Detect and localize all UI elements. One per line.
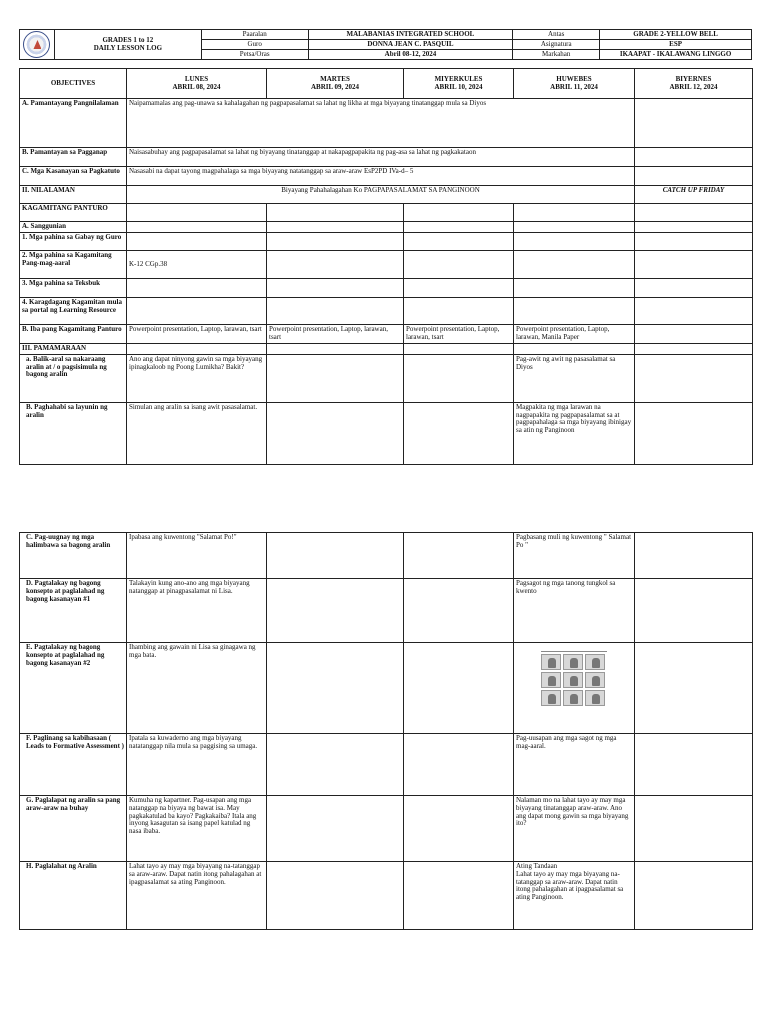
school-logo-cell <box>20 30 55 60</box>
header-value-asignatura: ESP <box>600 40 752 50</box>
cell-empty <box>404 233 514 251</box>
cell-pag-uugnay-miyerkules <box>404 533 514 579</box>
lesson-grid-part-1 <box>19 68 753 465</box>
header-label-paaralan: Paaralan <box>201 30 308 40</box>
header-value-guro: DONNA JEAN C. PASQUIL <box>308 40 513 50</box>
cell-pagtalakay-1-lunes: Talakayin kung ano-ano ang mga biyayang natanggap at pinagpasalamat ni Lisa. <box>127 579 267 643</box>
day-header-lunes: LUNES ABRIL 08, 2024 <box>127 69 267 99</box>
cell-empty <box>635 167 753 186</box>
cell-kagamitang-lunes: K-12 CGp.38 <box>127 251 267 279</box>
row-text-mga-kasanayan: Nasasabi na dapat tayong magpahalaga sa mga biyayang natatanggap sa araw-araw EsP2PD IVa-d– 5 <box>127 167 635 186</box>
header-value-markahan: IKAAPAT - IKALAWANG LINGGO <box>600 50 752 60</box>
cell-empty <box>514 204 635 222</box>
day-header-martes: MARTES ABRIL 09, 2024 <box>267 69 404 99</box>
row-label-balik-aral: a. Balik-aral sa nakaraang aralin at / o pagsisimula ng bagong aralin <box>20 354 127 402</box>
row-label-paglalapat: G. Paglalapat ng aralin sa pang araw-araw na buhay <box>20 796 127 862</box>
cell-empty <box>635 233 753 251</box>
child-picture-icon <box>585 654 605 670</box>
row-label-pamantayan-sa-pagganap: B. Pamantayan sa Pagganap <box>20 148 127 167</box>
cell-paglalahat-miyerkules <box>404 862 514 930</box>
catch-up-friday-label: CATCH UP FRIDAY <box>635 186 753 204</box>
header-value-paaralan: MALABANIAS INTEGRATED SCHOOL <box>308 30 513 40</box>
cell-pagtalakay-2-martes <box>267 643 404 734</box>
cell-empty <box>404 251 514 279</box>
child-picture-icon <box>541 654 561 670</box>
cell-paghahabi-lunes: Simulan ang aralin sa isang awit pasasalamat. <box>127 402 267 464</box>
row-label-iba-pang-kagamitan: B. Iba pang Kagamitang Panturo <box>20 325 127 344</box>
cell-empty <box>127 344 267 355</box>
cell-paglinang-biyernes <box>635 734 753 796</box>
cell-pagtalakay-2-miyerkules <box>404 643 514 734</box>
header-table <box>19 29 752 60</box>
row-label-pag-uugnay: C. Pag-uugnay ng mga halimbawa sa bagong aralin <box>20 533 127 579</box>
deped-seal-icon <box>23 31 50 58</box>
cell-pagtalakay-2-lunes: Ihambing ang gawain ni Lisa sa ginagawa ng mga bata. <box>127 643 267 734</box>
cell-pag-uugnay-biyernes <box>635 533 753 579</box>
child-picture-icon <box>563 690 583 706</box>
child-picture-icon <box>563 672 583 688</box>
cell-empty <box>635 344 753 355</box>
dll-title-line-2: DAILY LESSON LOG <box>93 43 163 52</box>
header-label-asignatura: Asignatura <box>513 40 600 50</box>
header-label-antas: Antas <box>513 30 600 40</box>
cell-pagtalakay-1-miyerkules <box>404 579 514 643</box>
row-text-pamantayan-sa-pagganap: Naisasabuhay ang pagpapasalamat sa lahat ng biyayang tinatanggap at nakapagpapakita ng pag-asa sa lahat ng pagkakataon <box>127 148 635 167</box>
cell-paglalapat-biyernes <box>635 796 753 862</box>
cell-iba-huwebes: Powerpoint presentation, Laptop, larawan, Manila Paper <box>514 325 635 344</box>
cell-empty <box>127 233 267 251</box>
cell-empty <box>514 279 635 298</box>
cell-empty <box>267 233 404 251</box>
row-label-paglalahat: H. Paglalahat ng Aralin <box>20 862 127 930</box>
cell-paglinang-miyerkules <box>404 734 514 796</box>
cell-empty <box>404 344 514 355</box>
cell-balik-martes <box>267 354 404 402</box>
cell-paglalahat-lunes: Lahat tayo ay may mga biyayang na-tatanggap sa araw-araw. Dapat natin itong pahalagahan at ipagpasalamat sa ating Panginoon. <box>127 862 267 930</box>
cell-empty <box>635 222 753 233</box>
row-label-kagamitang-panturo: KAGAMITANG PANTURO <box>20 204 127 222</box>
cell-balik-miyerkules <box>404 354 514 402</box>
row-label-pamamaraan: III. PAMAMARAAN <box>20 344 127 355</box>
cell-paglalapat-martes <box>267 796 404 862</box>
lesson-grid-part-2 <box>19 532 753 930</box>
header-label-markahan: Markahan <box>513 50 600 60</box>
cell-empty <box>267 222 404 233</box>
day-header-biyernes: BIYERNES ABRIL 12, 2024 <box>635 69 753 99</box>
row-label-gabay-ng-guro: 1. Mga pahina sa Gabay ng Guro <box>20 233 127 251</box>
child-picture-icon <box>585 672 605 688</box>
cell-paglalahat-martes <box>267 862 404 930</box>
cell-balik-biyernes <box>635 354 753 402</box>
cell-empty <box>127 222 267 233</box>
cell-empty <box>635 279 753 298</box>
cell-pagtalakay-1-huwebes: Pagsagot ng mga tanong tungkol sa kwento <box>514 579 635 643</box>
row-label-pagtalakay-2: E. Pagtalakay ng bagong konsepto at paglalahad ng bagong kasanayan #2 <box>20 643 127 734</box>
row-label-kagamitang-pang-mag-aaral: 2. Mga pahina sa Kagamitang Pang-mag-aaral <box>20 251 127 279</box>
cell-empty <box>267 251 404 279</box>
header-value-antas: GRADE 2-YELLOW BELL <box>600 30 752 40</box>
dll-title-line-1: GRADES 1 to 12 <box>102 35 154 44</box>
cell-empty <box>635 204 753 222</box>
cell-empty <box>404 298 514 325</box>
child-picture-icon <box>541 672 561 688</box>
cell-empty <box>127 279 267 298</box>
cell-empty <box>267 298 404 325</box>
cell-empty <box>404 204 514 222</box>
row-label-sanggunian: A. Sanggunian <box>20 222 127 233</box>
cell-iba-martes: Powerpoint presentation, Laptop, larawan, tsart <box>267 325 404 344</box>
cell-iba-lunes: Powerpoint presentation, Laptop, larawan, tsart <box>127 325 267 344</box>
cell-paglalahat-huwebes: Ating Tandaan Lahat tayo ay may mga biyayang na-tatanggap sa araw-araw. Dapat natin itong pahalagahan at ipagpasalamat sa ating Panginoon. <box>514 862 635 930</box>
cell-empty <box>514 251 635 279</box>
header-value-petsa: Abril 08-12, 2024 <box>308 50 513 60</box>
cell-pag-uugnay-huwebes: Pagbasang muli ng kuwentong " Salamat Po " <box>514 533 635 579</box>
cell-empty <box>635 251 753 279</box>
cell-paglalapat-lunes: Kumuha ng kapartner. Pag-usapan ang mga natanggap na biyaya ng bawat isa. May pagkakatulad ba kayo? Pagkakaiba? Itala ang inyong kasagutan sa isang papel katulad ng nasa ibaba. <box>127 796 267 862</box>
cell-paglalapat-huwebes: Nalaman mo na lahat tayo ay may mga biyayang tinatanggap araw-araw. Ano ang dapat mong gawin sa mga biyayang ito? <box>514 796 635 862</box>
cell-empty <box>404 279 514 298</box>
cell-pag-uugnay-lunes: Ipabasa ang kuwentong "Salamat Po!" <box>127 533 267 579</box>
cell-iba-miyerkules: Powerpoint presentation, Laptop, larawan, tsart <box>404 325 514 344</box>
row-text-nilalaman: Biyayang Pahahalagahan Ko PAGPAPASALAMAT SA PANGINOON <box>127 186 635 204</box>
header-label-guro: Guro <box>201 40 308 50</box>
cell-empty <box>635 99 753 148</box>
cell-empty <box>267 279 404 298</box>
cell-empty <box>514 222 635 233</box>
cell-paglinang-huwebes: Pag-uusapan ang mga sagot ng mga mag-aaral. <box>514 734 635 796</box>
cell-empty <box>514 344 635 355</box>
cell-balik-huwebes: Pag-awit ng awit ng pasasalamat sa Diyos <box>514 354 635 402</box>
cell-empty <box>404 222 514 233</box>
row-label-paghahabi: B. Paghahabi sa layunin ng aralin <box>20 402 127 464</box>
header-label-petsa: Petsa/Oras <box>201 50 308 60</box>
cell-paglalahat-biyernes <box>635 862 753 930</box>
row-text-pamantayang-pangnilalaman: Naipamamalas ang pag-unawa sa kahalagahan ng pagpapasalamat sa lahat ng likha at mga biyayang tinatanggap mula sa Diyos <box>127 99 635 148</box>
cell-pag-uugnay-martes <box>267 533 404 579</box>
cell-paghahabi-huwebes: Magpakita ng mga larawan na nagpapakita ng pagpapasalamat sa at pagpapahalaga sa mga biyayang ibinigay sa atin ng Panginoon <box>514 402 635 464</box>
cell-empty <box>267 204 404 222</box>
row-label-pamantayang-pangnilalaman: A. Pamantayang Pangnilalaman <box>20 99 127 148</box>
cell-empty <box>514 298 635 325</box>
objectives-header: OBJECTIVES <box>20 69 127 99</box>
child-picture-icon <box>563 654 583 670</box>
day-header-miyerkules: MIYERKULES ABRIL 10, 2024 <box>404 69 514 99</box>
cell-empty <box>635 298 753 325</box>
child-picture-icon <box>585 690 605 706</box>
row-label-pagtalakay-1: D. Pagtalakay ng bagong konsepto at paglalahad ng bagong kasanayan #1 <box>20 579 127 643</box>
row-label-nilalaman: II. NILALAMAN <box>20 186 127 204</box>
cell-iba-biyernes <box>635 325 753 344</box>
cell-empty <box>127 298 267 325</box>
row-label-karagdagang-kagamitan: 4. Karagdagang Kagamitan mula sa portal ng Learning Resource <box>20 298 127 325</box>
row-label-paglinang: F. Paglinang sa kabihasaan ( Leads to Formative Assessment ) <box>20 734 127 796</box>
day-header-huwebes: HUWEBES ABRIL 11, 2024 <box>514 69 635 99</box>
worksheet-image <box>541 644 607 728</box>
cell-pagtalakay-1-martes <box>267 579 404 643</box>
cell-empty <box>635 148 753 167</box>
cell-pagtalakay-1-biyernes <box>635 579 753 643</box>
row-label-teksbuk: 3. Mga pahina sa Teksbuk <box>20 279 127 298</box>
cell-paglinang-martes <box>267 734 404 796</box>
cell-balik-lunes: Ano ang dapat ninyong gawin sa mga biyayang ipinagkaloob ng Poong Lumikha? Bakit? <box>127 354 267 402</box>
cell-paghahabi-martes <box>267 402 404 464</box>
dll-title <box>54 30 201 60</box>
cell-pagtalakay-2-biyernes <box>635 643 753 734</box>
cell-empty <box>514 233 635 251</box>
cell-paghahabi-biyernes <box>635 402 753 464</box>
cell-empty <box>267 344 404 355</box>
cell-paglalapat-miyerkules <box>404 796 514 862</box>
cell-paghahabi-miyerkules <box>404 402 514 464</box>
row-label-mga-kasanayan: C. Mga Kasanayan sa Pagkatuto <box>20 167 127 186</box>
cell-paglinang-lunes: Ipatala sa kuwaderno ang mga biyayang natatanggap nila mula sa paggising sa umaga. <box>127 734 267 796</box>
cell-empty <box>127 204 267 222</box>
cell-pagtalakay-2-huwebes <box>514 643 635 734</box>
child-picture-icon <box>541 690 561 706</box>
